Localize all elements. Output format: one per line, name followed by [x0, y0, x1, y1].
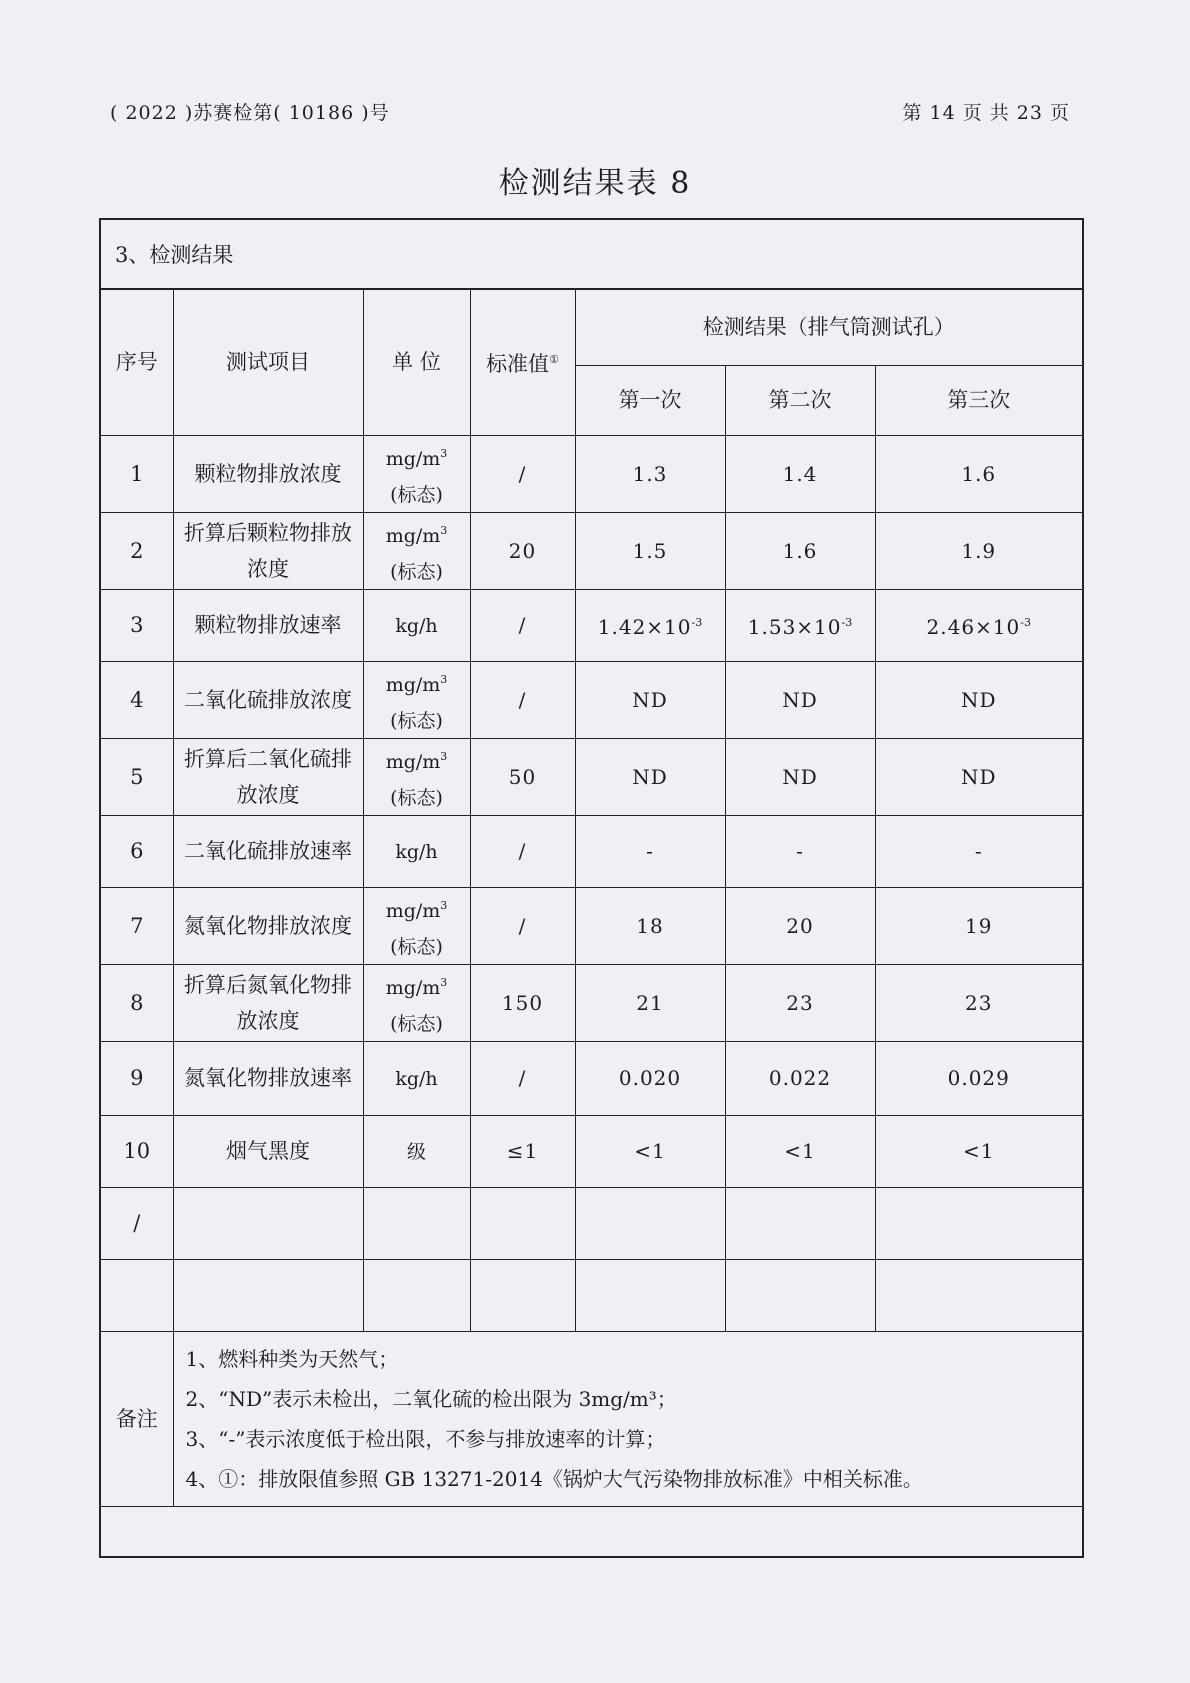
- table-row: [101, 589, 1082, 661]
- row-unit: kg/h: [363, 815, 470, 887]
- row-unit: 级: [363, 1115, 470, 1187]
- notes-label: 备注: [101, 1331, 173, 1506]
- row-seq: 8: [101, 964, 173, 1041]
- row-result-run2: <1: [725, 1115, 875, 1187]
- row-seq: 5: [101, 738, 173, 815]
- row-result-run2: 1.4: [725, 435, 875, 512]
- row-standard: 150: [470, 964, 575, 1041]
- empty-cell: [363, 1259, 470, 1331]
- results-table: [101, 290, 1082, 1507]
- row-standard: 50: [470, 738, 575, 815]
- table-row: [101, 661, 1082, 738]
- empty-cell: [470, 1187, 575, 1259]
- row-seq: [101, 1259, 173, 1331]
- row-seq: 3: [101, 589, 173, 661]
- empty-row: [101, 1187, 1082, 1259]
- row-seq: 4: [101, 661, 173, 738]
- col-header-seq: 序号: [101, 290, 173, 435]
- note-line: 1、燃料种类为天然气；: [185, 1346, 399, 1371]
- row-standard: ≤1: [470, 1115, 575, 1187]
- row-item: 氮氧化物排放速率: [173, 1041, 363, 1115]
- row-result-run3: 1.6: [875, 435, 1082, 512]
- header-row: [101, 290, 1082, 365]
- col-header-item: 测试项目: [173, 290, 363, 435]
- row-result-run3: -: [875, 815, 1082, 887]
- empty-cell: [575, 1187, 725, 1259]
- row-item: 氮氧化物排放浓度: [173, 887, 363, 964]
- results-sheet: [99, 218, 1084, 1558]
- notes-row: [101, 1331, 1082, 1506]
- row-result-run2: -: [725, 815, 875, 887]
- row-seq: 1: [101, 435, 173, 512]
- empty-cell: [173, 1187, 363, 1259]
- empty-cell: [173, 1259, 363, 1331]
- row-result-run2: 20: [725, 887, 875, 964]
- report-number: ( 2022 )苏赛检第( 10186 )号: [110, 102, 390, 124]
- col-header-run2: 第二次: [725, 365, 875, 435]
- row-unit: kg/h: [363, 1041, 470, 1115]
- row-unit: $mg/m^3$ (标态): [363, 512, 470, 589]
- row-result-run3: ND: [875, 738, 1082, 815]
- row-result-run1: 1.3: [575, 435, 725, 512]
- empty-cell: [875, 1187, 1082, 1259]
- col-header-run3: 第三次: [875, 365, 1082, 435]
- section-label: 3、检测结果: [101, 220, 1082, 290]
- empty-cell: [363, 1187, 470, 1259]
- row-result-run1: -: [575, 815, 725, 887]
- empty-cell: [575, 1259, 725, 1331]
- row-result-run3: ND: [875, 661, 1082, 738]
- row-unit: $mg/m^3$ (标态): [363, 887, 470, 964]
- row-standard: /: [470, 661, 575, 738]
- table-row: [101, 964, 1082, 1041]
- row-result-run2: ND: [725, 661, 875, 738]
- col-header-run1: 第一次: [575, 365, 725, 435]
- row-unit: $mg/m^3$ (标态): [363, 964, 470, 1041]
- table-row: [101, 815, 1082, 887]
- row-result-run3: 1.9: [875, 512, 1082, 589]
- col-header-results-group: 检测结果（排气筒测试孔）: [575, 290, 1082, 365]
- empty-cell: [725, 1259, 875, 1331]
- row-item: 二氧化硫排放速率: [173, 815, 363, 887]
- row-item: 颗粒物排放速率: [173, 589, 363, 661]
- table-row: [101, 512, 1082, 589]
- row-result-run1: ND: [575, 738, 725, 815]
- row-unit: kg/h: [363, 589, 470, 661]
- row-result-run2: 23: [725, 964, 875, 1041]
- row-result-run1: <1: [575, 1115, 725, 1187]
- empty-row: [101, 1259, 1082, 1331]
- row-result-run1: 21: [575, 964, 725, 1041]
- row-item: 折算后氮氧化物排放浓度: [173, 964, 363, 1041]
- row-result-run3: 19: [875, 887, 1082, 964]
- row-result-run1: ND: [575, 661, 725, 738]
- row-item: 颗粒物排放浓度: [173, 435, 363, 512]
- page-number: 第 14 页 共 23 页: [902, 102, 1070, 124]
- row-result-run3: $2.46\times 10^{-3}$: [875, 589, 1082, 661]
- row-standard: 20: [470, 512, 575, 589]
- row-result-run2: 0.022: [725, 1041, 875, 1115]
- row-result-run1: $1.42\times 10^{-3}$: [575, 589, 725, 661]
- empty-cell: [875, 1259, 1082, 1331]
- table-row: [101, 435, 1082, 512]
- row-standard: /: [470, 435, 575, 512]
- row-result-run1: 18: [575, 887, 725, 964]
- note-line: 4、①：排放限值参照 GB 13271-2014《锅炉大气污染物排放标准》中相关标准。: [185, 1466, 923, 1491]
- row-standard: /: [470, 887, 575, 964]
- empty-cell: [725, 1187, 875, 1259]
- row-seq: 2: [101, 512, 173, 589]
- row-seq: 9: [101, 1041, 173, 1115]
- row-seq: 6: [101, 815, 173, 887]
- row-seq: /: [101, 1187, 173, 1259]
- row-unit: $mg/m^3$ (标态): [363, 435, 470, 512]
- row-item: 烟气黑度: [173, 1115, 363, 1187]
- row-result-run1: 1.5: [575, 512, 725, 589]
- row-unit: $mg/m^3$ (标态): [363, 738, 470, 815]
- note-line: 3、“-”表示浓度低于检出限，不参与排放速率的计算；: [185, 1426, 666, 1451]
- note-line: 2、“ND”表示未检出，二氧化硫的检出限为 3mg/m³；: [185, 1386, 677, 1411]
- table-row: [101, 738, 1082, 815]
- empty-cell: [470, 1259, 575, 1331]
- row-seq: 10: [101, 1115, 173, 1187]
- col-header-standard: 标准值①: [470, 290, 575, 435]
- table-row: [101, 887, 1082, 964]
- page-title: 检测结果表 8: [498, 166, 692, 201]
- row-item: 折算后二氧化硫排放浓度: [173, 738, 363, 815]
- row-result-run2: 1.6: [725, 512, 875, 589]
- row-result-run3: 23: [875, 964, 1082, 1041]
- table-row: [101, 1115, 1082, 1187]
- row-result-run2: ND: [725, 738, 875, 815]
- notes-content: [173, 1331, 1082, 1506]
- row-result-run3: 0.029: [875, 1041, 1082, 1115]
- row-result-run1: 0.020: [575, 1041, 725, 1115]
- row-standard: /: [470, 589, 575, 661]
- table-row: [101, 1041, 1082, 1115]
- row-standard: /: [470, 1041, 575, 1115]
- row-result-run3: <1: [875, 1115, 1082, 1187]
- row-standard: /: [470, 815, 575, 887]
- row-unit: $mg/m^3$ (标态): [363, 661, 470, 738]
- row-seq: 7: [101, 887, 173, 964]
- row-item: 折算后颗粒物排放浓度: [173, 512, 363, 589]
- col-header-unit: 单 位: [363, 290, 470, 435]
- row-item: 二氧化硫排放浓度: [173, 661, 363, 738]
- row-result-run2: $1.53\times 10^{-3}$: [725, 589, 875, 661]
